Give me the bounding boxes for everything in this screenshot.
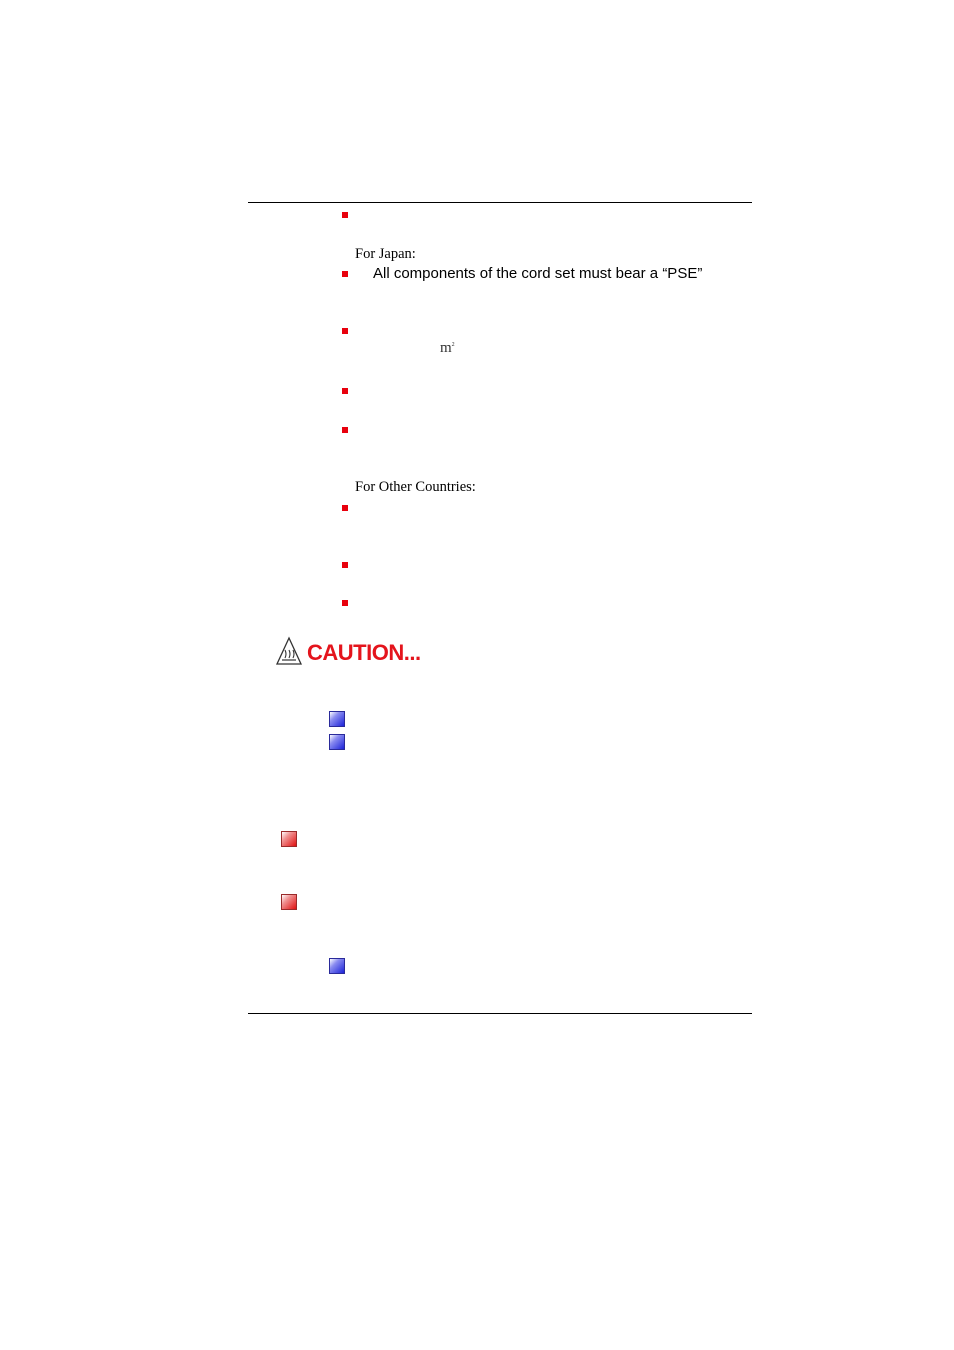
- red-section-marker-2: [281, 894, 297, 910]
- bullet-other-2: [342, 562, 348, 568]
- caution-label: CAUTION...: [307, 640, 421, 665]
- heading-for-other-countries: For Other Countries:: [355, 479, 476, 495]
- unit-square-meter: $m^2$: [440, 340, 455, 356]
- heading-for-japan: For Japan:: [355, 246, 416, 262]
- red-section-marker-1: [281, 831, 297, 847]
- bullet-other-3: [342, 600, 348, 606]
- bullet-japan-1: [342, 271, 348, 277]
- top-rule: [248, 202, 752, 203]
- bullet-japan-4: [342, 427, 348, 433]
- bullet-japan-2: [342, 328, 348, 334]
- bottom-rule: [248, 1013, 752, 1014]
- bullet-japan-3: [342, 388, 348, 394]
- caution-hot-surface-icon: [275, 636, 303, 666]
- blue-bullet-3: [329, 958, 345, 974]
- blue-bullet-2: [329, 734, 345, 750]
- japan-item-text: All components of the cord set must bear a “PSE”: [373, 265, 703, 282]
- bullet-other-1: [342, 505, 348, 511]
- bullet-1: [342, 212, 348, 218]
- blue-bullet-1: [329, 711, 345, 727]
